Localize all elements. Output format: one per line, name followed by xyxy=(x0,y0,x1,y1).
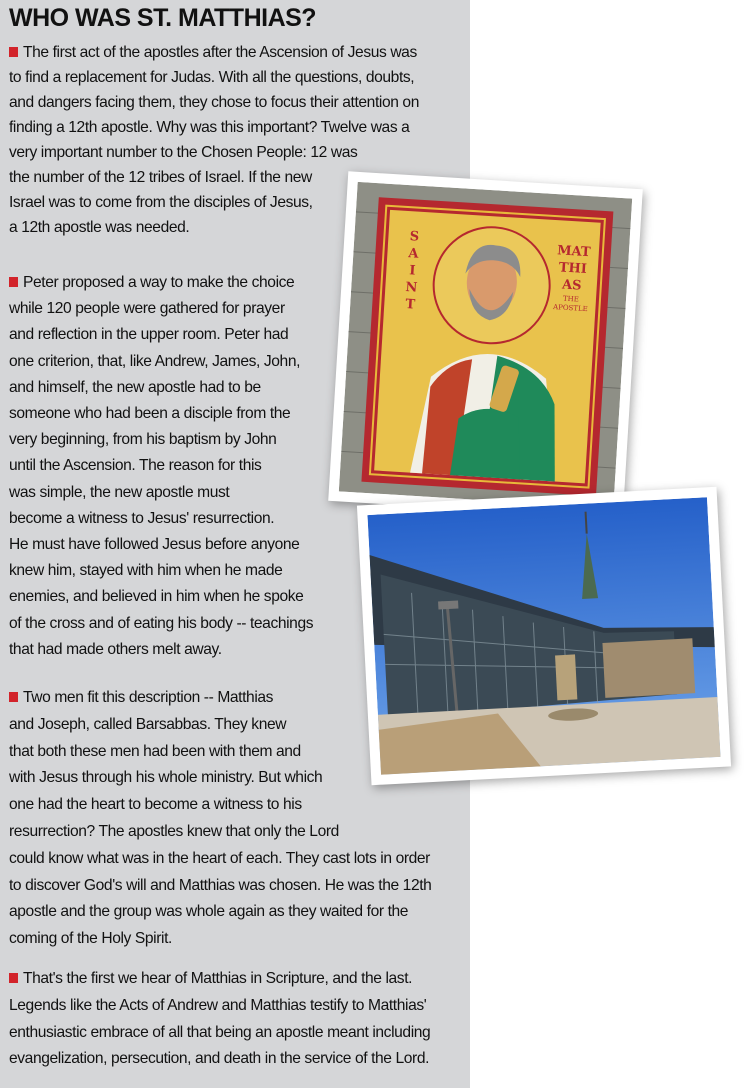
paragraph-line: someone who had been a disciple from the xyxy=(9,405,291,423)
icon-inscription-syllable: MAT xyxy=(556,243,592,261)
paragraph-line: very beginning, from his baptism by John xyxy=(9,431,277,449)
paragraph-line: to discover God's will and Matthias was chosen. He was the 12th xyxy=(9,876,432,894)
paragraph-line: Peter proposed a way to make the choice xyxy=(9,270,313,296)
paragraph-line: of the cross and of eating his body -- teachings xyxy=(9,614,314,632)
paragraph-line: one criterion, that, like Andrew, James, John, xyxy=(9,352,301,370)
paragraph-line: The first act of the apostles after the Ascension of Jesus was xyxy=(9,40,419,65)
paragraph-line: enemies, and believed in him when he spoke xyxy=(9,588,304,606)
paragraph-line: could know what was in the heart of each. They cast lots in order xyxy=(9,849,430,867)
paragraph-line: Israel was to come from the disciples of Jesus, xyxy=(9,194,313,211)
paragraph-line: one had the heart to become a witness to his xyxy=(9,796,302,814)
icon-inscription-letter: N xyxy=(404,280,418,296)
icon-inscription-letter: A xyxy=(407,246,419,262)
icon-inscription-syllable: AS xyxy=(561,277,582,294)
paragraph-line: Two men fit this description -- Matthias xyxy=(9,685,431,712)
paragraph-line: knew him, stayed with him when he made xyxy=(9,562,283,580)
paragraph-line: and Joseph, called Barsabbas. They knew xyxy=(9,715,287,733)
article-title: WHO WAS ST. MATTHIAS? xyxy=(9,4,317,32)
paragraph-line: with Jesus through his whole ministry. But which xyxy=(9,769,323,787)
red-square-bullet xyxy=(9,277,18,287)
paragraph-line: resurrection? The apostles knew that only the Lord xyxy=(9,822,339,840)
paragraph-line: and himself, the new apostle had to be xyxy=(9,378,261,396)
paragraph-line: until the Ascension. The reason for this xyxy=(9,457,262,475)
paragraph-line: apostle and the group was whole again as they waited for the xyxy=(9,903,409,921)
church-building-image xyxy=(367,497,720,774)
paragraph-line: very important number to the Chosen People: 12 was xyxy=(9,144,358,161)
paragraph-line: that both these men had been with them and xyxy=(9,742,301,760)
icon-inscription-letter: I xyxy=(408,263,416,279)
icon-inscription-small: THE xyxy=(562,294,580,304)
paragraph-line: Legends like the Acts of Andrew and Matthias testify to Matthias' xyxy=(9,996,427,1014)
saint-matthias-icon-image xyxy=(339,182,632,508)
icon-photo xyxy=(328,171,643,518)
paragraph-line: to find a replacement for Judas. With all the questions, doubts, xyxy=(9,69,415,86)
paragraph-line: He must have followed Jesus before anyone xyxy=(9,536,300,554)
icon-inscription-letter: S xyxy=(409,229,420,245)
paragraph-line: finding a 12th apostle. Why was this important? Twelve was a xyxy=(9,119,410,136)
red-square-bullet xyxy=(9,692,18,702)
icon-inscription-letter: T xyxy=(405,297,416,313)
paragraph-line: evangelization, persecution, and death in the service of the Lord. xyxy=(9,1050,430,1068)
paragraph-line: the number of the 12 tribes of Israel. If the new xyxy=(9,169,312,186)
paragraph-line: was simple, the new apostle must xyxy=(9,483,230,501)
icon-inscription-syllable: THI xyxy=(558,260,588,278)
paragraph-2 xyxy=(9,270,313,663)
paragraph-line: and reflection in the upper room. Peter had xyxy=(9,326,289,344)
paragraph-line: become a witness to Jesus' resurrection. xyxy=(9,509,275,527)
paragraph-line: that had made others melt away. xyxy=(9,640,222,658)
paragraph-4 xyxy=(9,966,430,1073)
paragraph-line: coming of the Holy Spirit. xyxy=(9,930,172,948)
icon-inscription-small: APOSTLE xyxy=(552,303,588,314)
red-square-bullet xyxy=(9,47,18,57)
paragraph-line: That's the first we hear of Matthias in Scripture, and the last. xyxy=(9,966,430,993)
paragraph-line: enthusiastic embrace of all that being an apostle meant including xyxy=(9,1023,431,1041)
paragraph-line: a 12th apostle was needed. xyxy=(9,219,190,236)
red-square-bullet xyxy=(9,973,18,983)
church-photo xyxy=(357,487,731,785)
paragraph-line: and dangers facing them, they chose to focus their attention on xyxy=(9,94,419,111)
paragraph-line: while 120 people were gathered for prayer xyxy=(9,300,285,318)
